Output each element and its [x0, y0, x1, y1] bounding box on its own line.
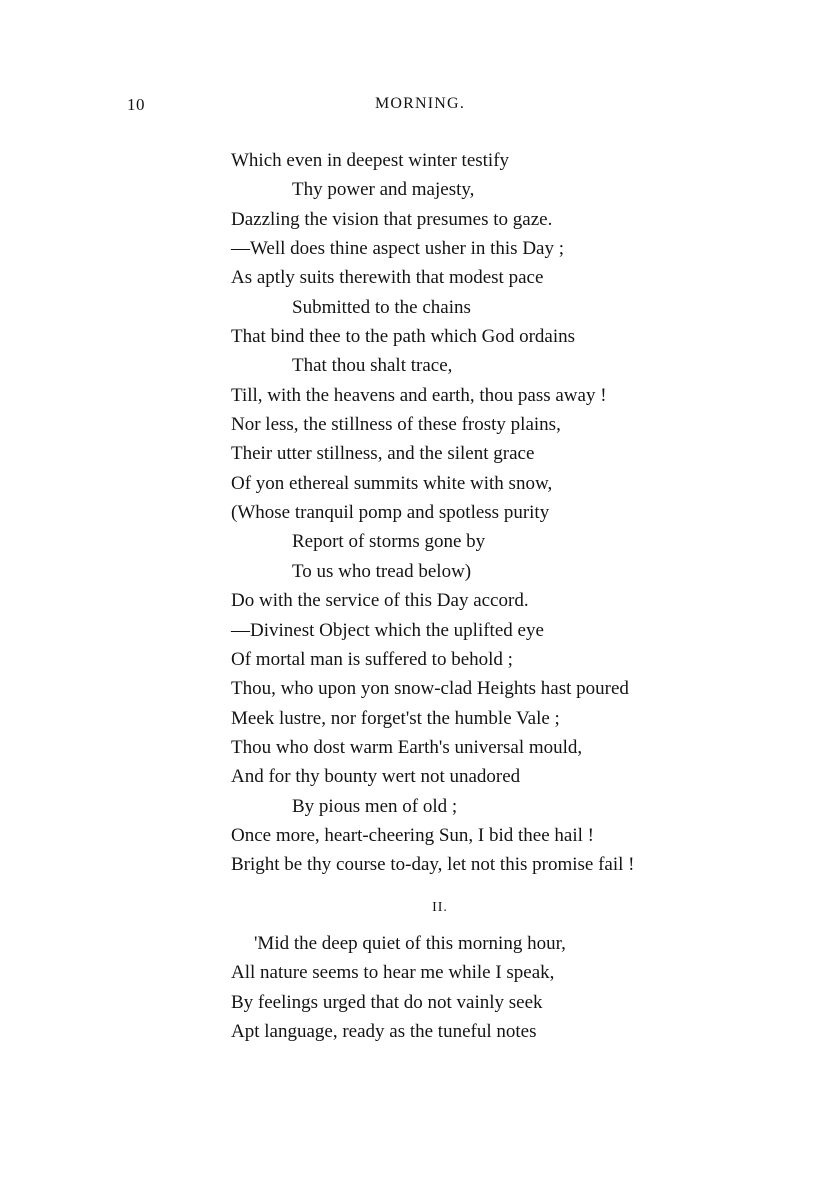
poem-line: —Well does thine aspect usher in this Day ; — [231, 238, 565, 260]
poem-line: And for thy bounty wert not unadored — [231, 766, 521, 788]
poem-line: Their utter stillness, and the silent grace — [231, 443, 535, 465]
poem-line: Of mortal man is suffered to behold ; — [231, 648, 513, 670]
poem-line: Which even in deepest winter testify — [231, 150, 510, 171]
poem-line: Thou who dost warm Earth's universal mould, — [231, 736, 583, 758]
poem-line: Till, with the heavens and earth, thou pass away ! — [231, 384, 607, 406]
poem-line: That thou shalt trace, — [292, 355, 453, 377]
poem-stanza-2 — [231, 929, 566, 1046]
poem-line: Report of storms gone by — [292, 531, 486, 553]
poem-line: As aptly suits therewith that modest pace — [231, 267, 544, 289]
poem-line: Bright be thy course to-day, let not this promise fail ! — [231, 854, 635, 876]
poem-line: Submitted to the chains — [292, 296, 471, 318]
running-title: MORNING. — [374, 95, 466, 112]
poem-line: Thy power and majesty, — [292, 179, 475, 201]
poem-line: 'Mid the deep quiet of this morning hour, — [254, 933, 566, 954]
poem-line: To us who tread below) — [292, 560, 472, 582]
section-number: II. — [432, 900, 448, 915]
poem-line: Dazzling the vision that presumes to gaze. — [231, 208, 553, 230]
poem-line: Apt language, ready as the tuneful notes — [231, 1021, 537, 1043]
poem-line: Do with the service of this Day accord. — [231, 590, 529, 612]
poem-line: Of yon ethereal summits white with snow, — [231, 472, 553, 494]
poem-line: Nor less, the stillness of these frosty plains, — [231, 414, 561, 436]
poem-line: By feelings urged that do not vainly seek — [231, 991, 543, 1013]
poem-line: Once more, heart-cheering Sun, I bid thee hail ! — [231, 824, 594, 846]
poem-line: All nature seems to hear me while I speak, — [231, 962, 555, 984]
poem-line: (Whose tranquil pomp and spotless purity — [231, 502, 550, 524]
poem-line: —Divinest Object which the uplifted eye — [231, 619, 544, 641]
poem-stanza-1 — [231, 146, 635, 880]
poem-line: Thou, who upon yon snow-clad Heights hast poured — [231, 678, 629, 700]
poem-line: By pious men of old ; — [292, 795, 458, 817]
poem-line: Meek lustre, nor forget'st the humble Vale ; — [231, 707, 560, 729]
page-number: 10 — [127, 95, 145, 114]
poem-line: That bind thee to the path which God ordains — [231, 326, 576, 348]
